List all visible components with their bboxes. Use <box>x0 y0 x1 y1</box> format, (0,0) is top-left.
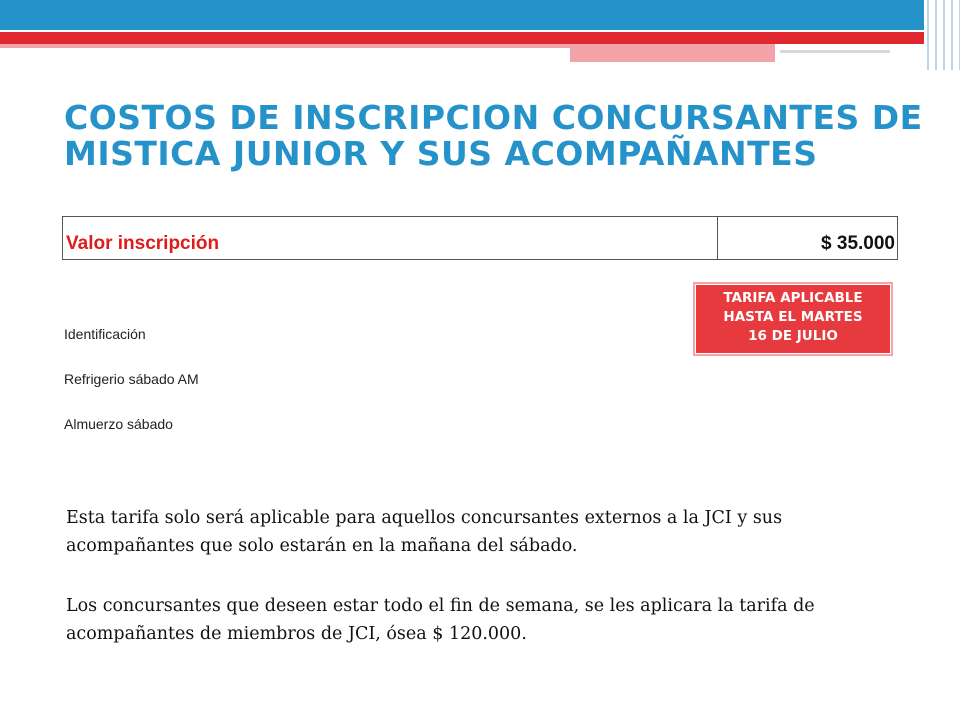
paragraph-tarifa-externos: Esta tarifa solo será aplicable para aquellos concursantes externos a la JCI y sus acompañantes que solo estarán en la mañana del sábado. <box>66 508 783 556</box>
header-grey-line <box>780 50 890 53</box>
price-label: Valor inscripción <box>63 217 718 259</box>
list-item: Identificación <box>64 326 146 342</box>
header-pink-bar-left <box>0 44 570 48</box>
list-item: Almuerzo sábado <box>64 416 173 432</box>
price-value: $ 35.000 <box>821 233 895 254</box>
header-blue-bar <box>0 0 960 30</box>
header-stripes <box>924 0 960 70</box>
list-item: Refrigerio sábado AM <box>64 371 199 387</box>
price-table <box>62 216 898 260</box>
header-pink-bar-right <box>570 44 775 62</box>
slide-title: COSTOS DE INSCRIPCION CONCURSANTES DE MISTICA JUNIOR Y SUS ACOMPAÑANTES <box>64 98 923 173</box>
paragraph-fin-de-semana: Los concursantes que deseen estar todo el fin de semana, se les aplicara la tarifa de acompañantes de miembros de JCI, ósea $ 120.000. <box>66 596 815 644</box>
header-red-bar <box>0 32 960 44</box>
tarifa-badge: TARIFA APLICABLE HASTA EL MARTES 16 DE JULIO <box>693 282 893 356</box>
includes-list <box>64 326 199 461</box>
